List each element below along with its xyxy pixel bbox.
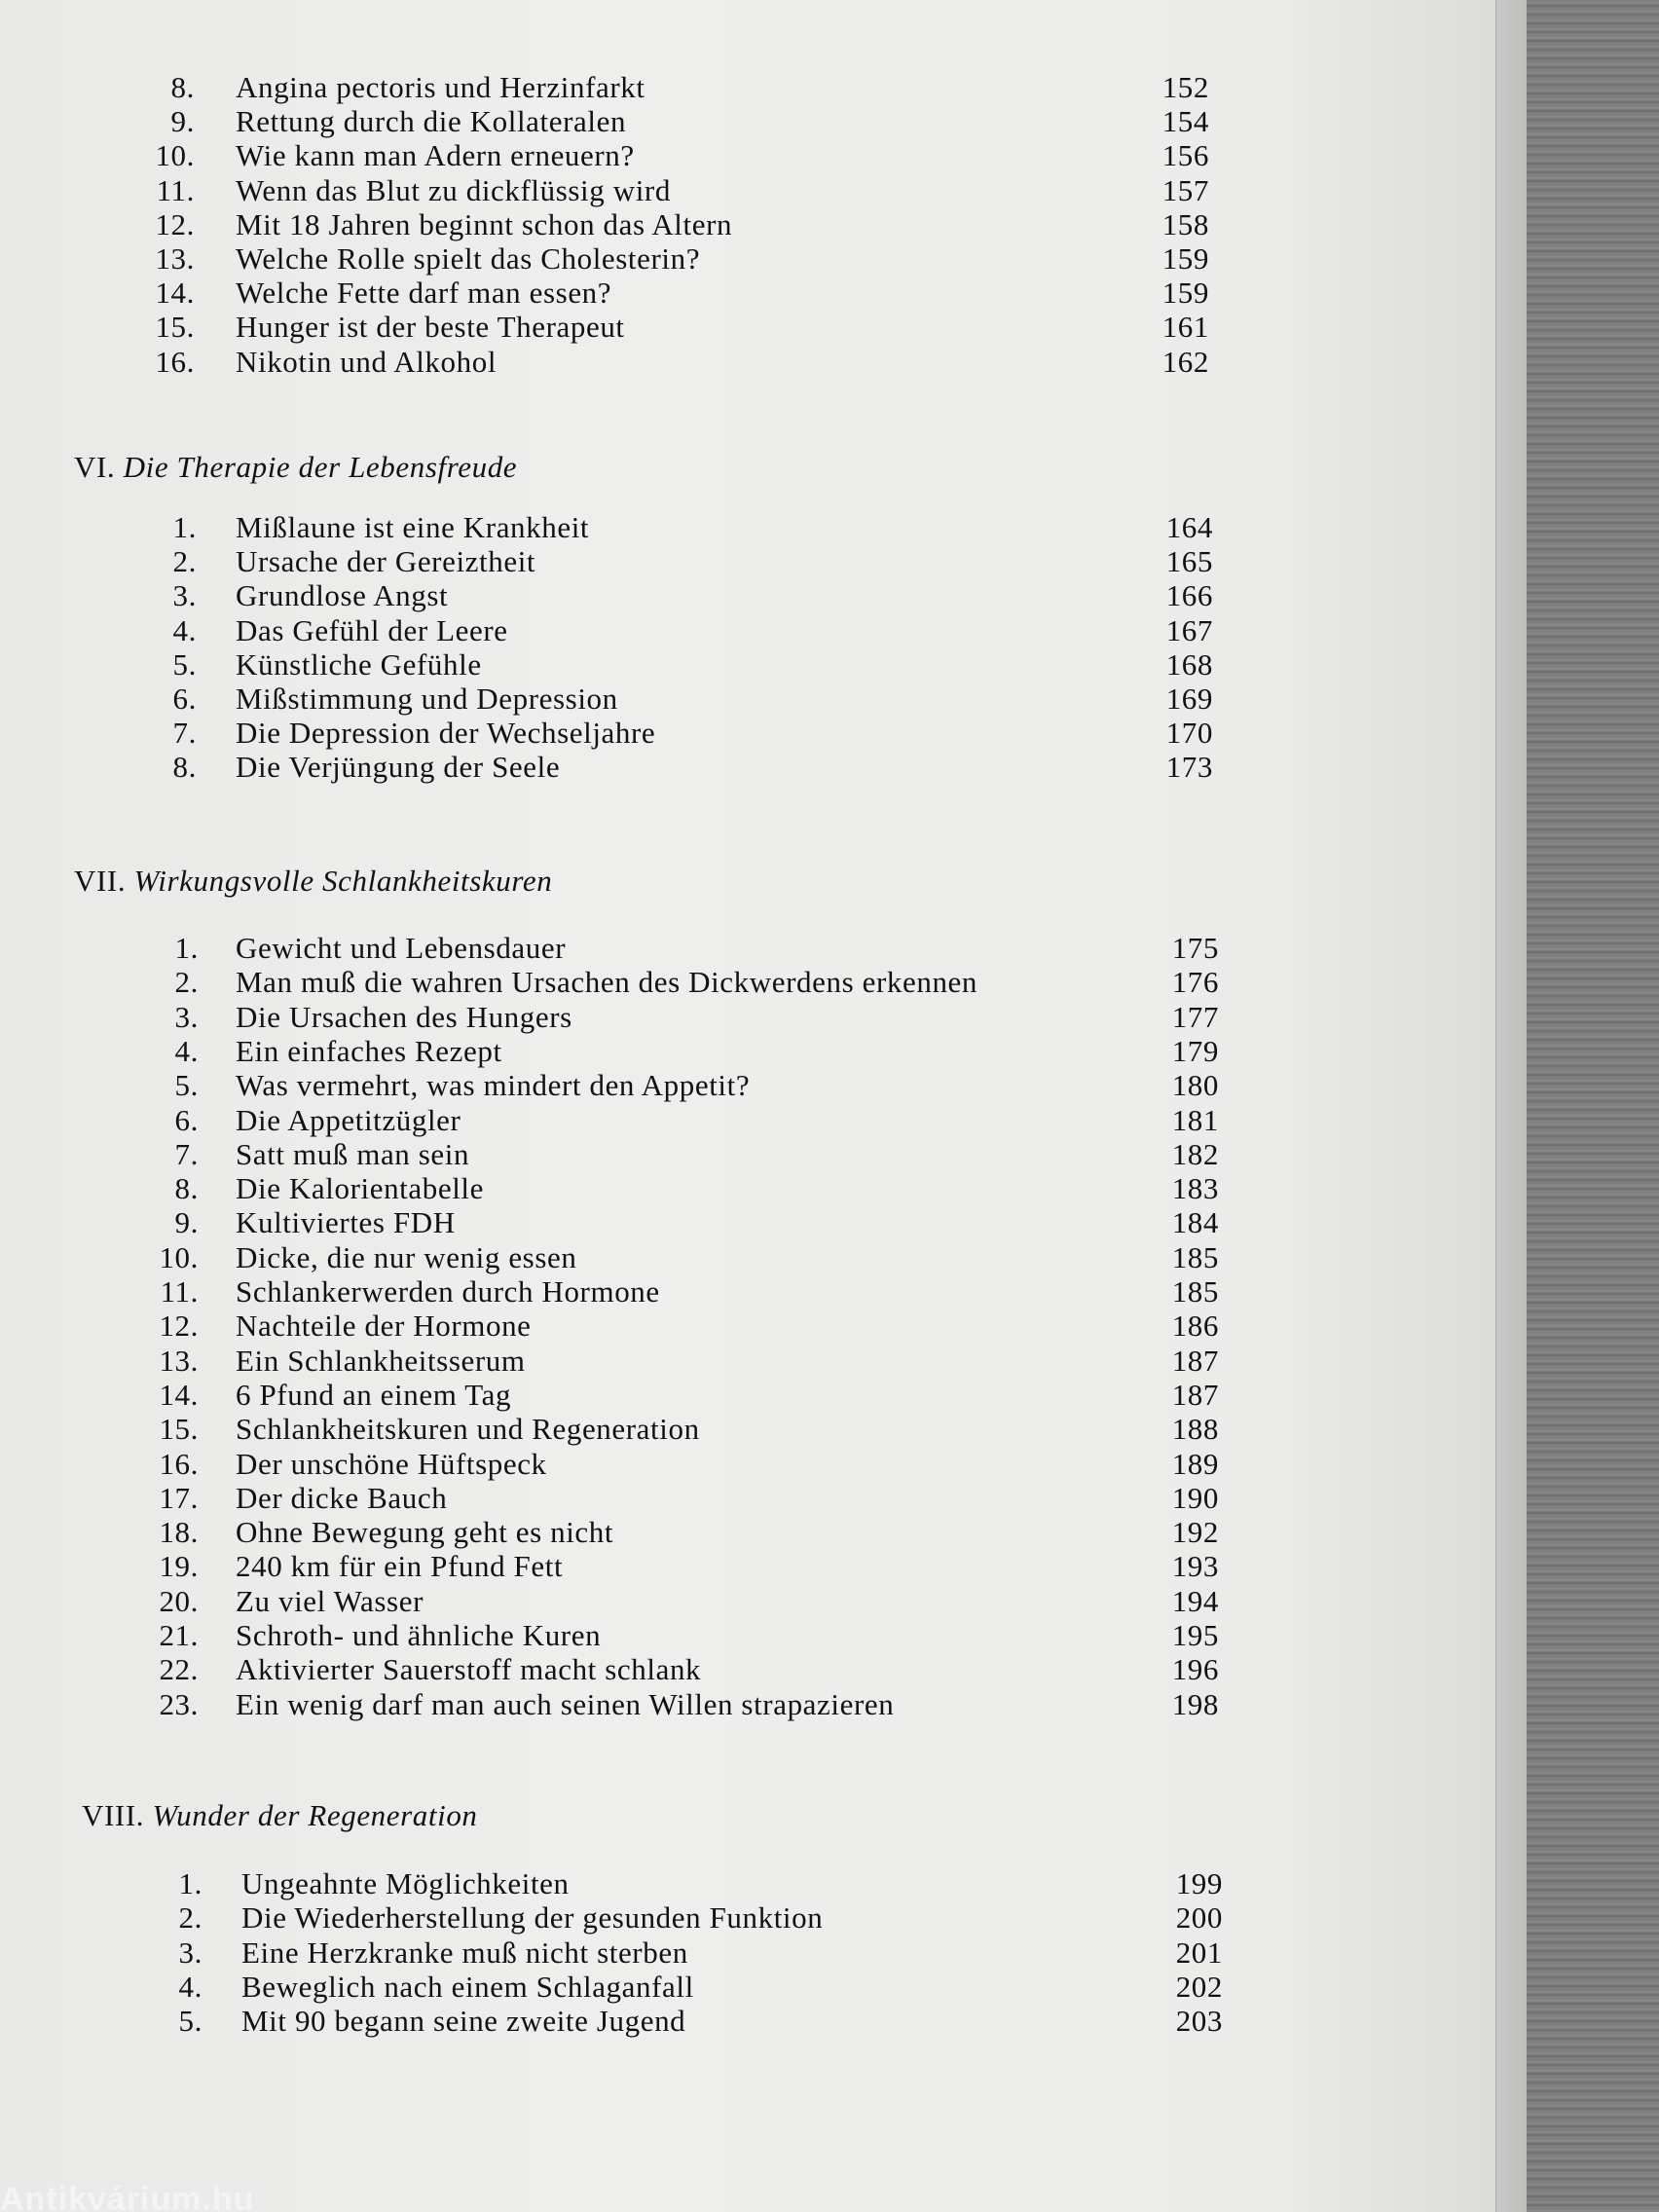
entry-page-number: 198	[1171, 1686, 1219, 1721]
entry-title: Mißstimmung und Depression	[236, 682, 618, 716]
entry-page-number: 202	[1175, 1969, 1223, 2004]
toc-entry[interactable]	[0, 1274, 1266, 1309]
entry-title: Ein wenig darf man auch seinen Willen strapazieren	[236, 1686, 895, 1721]
entry-title: Die Ursachen des Hungers	[236, 999, 572, 1034]
toc-entry[interactable]	[0, 1866, 1266, 1901]
section-heading	[74, 448, 517, 487]
entry-page-number: 195	[1171, 1618, 1219, 1652]
toc-entry[interactable]	[0, 138, 1266, 173]
toc-entry[interactable]	[0, 70, 1266, 105]
entry-page-number: 182	[1171, 1136, 1219, 1171]
entry-page-number: 167	[1165, 612, 1213, 647]
entry-page-number: 193	[1171, 1549, 1219, 1584]
entry-title: Ein einfaches Rezept	[236, 1033, 502, 1068]
entry-title: Kultiviertes FDH	[236, 1205, 456, 1240]
entry-title: Schlankerwerden durch Hormone	[236, 1274, 660, 1309]
entry-page-number: 180	[1171, 1068, 1219, 1103]
toc-entry[interactable]	[0, 931, 1266, 966]
book-cover-edge	[1495, 0, 1528, 2212]
entry-number: 2.	[174, 965, 199, 1000]
entry-number: 7.	[172, 716, 197, 751]
entry-title: Gewicht und Lebensdauer	[236, 931, 567, 965]
toc-entry[interactable]	[0, 750, 1266, 785]
toc-entry[interactable]	[0, 310, 1266, 345]
entry-title: Aktivierter Sauerstoff macht schlank	[236, 1652, 702, 1687]
entry-number: 23.	[159, 1686, 199, 1721]
entry-number: 17.	[159, 1480, 199, 1515]
toc-entry[interactable]	[0, 1000, 1266, 1035]
entry-page-number: 189	[1171, 1446, 1219, 1481]
entry-page-number: 194	[1171, 1583, 1219, 1618]
entry-title: Die Kalorientabelle	[236, 1171, 484, 1206]
entry-title: Man muß die wahren Ursachen des Dickwerdens erkennen	[236, 965, 978, 1000]
entry-title: Mit 18 Jahren beginnt schon das Altern	[236, 206, 733, 241]
background-surface	[1527, 0, 1659, 2212]
entry-page-number: 162	[1161, 344, 1209, 379]
toc-entry[interactable]	[0, 1936, 1266, 1971]
toc-entry[interactable]	[0, 716, 1266, 751]
entry-number: 10.	[159, 1239, 199, 1274]
entry-number: 3.	[172, 578, 197, 613]
entry-page-number: 186	[1171, 1309, 1219, 1344]
entry-page-number: 165	[1165, 544, 1213, 579]
entry-title: Wie kann man Adern erneuern?	[236, 138, 635, 173]
toc-entry[interactable]	[0, 1103, 1266, 1138]
entry-number: 6.	[174, 1102, 199, 1137]
entry-page-number: 164	[1165, 510, 1213, 544]
toc-entry[interactable]	[0, 1034, 1266, 1069]
toc-entry[interactable]	[0, 647, 1266, 682]
toc-entry[interactable]	[0, 1549, 1266, 1584]
entry-number: 8.	[174, 1171, 199, 1206]
entry-number: 1.	[178, 1866, 203, 1900]
entry-title: Die Depression der Wechseljahre	[236, 716, 656, 751]
toc-entry[interactable]	[0, 1618, 1266, 1653]
entry-page-number: 175	[1171, 931, 1219, 965]
toc-entry[interactable]	[0, 965, 1266, 1000]
entry-page-number: 190	[1171, 1480, 1219, 1515]
entry-title: Welche Fette darf man essen?	[236, 276, 612, 311]
entry-page-number: 188	[1171, 1412, 1219, 1447]
entry-title: Satt muß man sein	[236, 1136, 470, 1171]
toc-entry[interactable]	[0, 1447, 1266, 1482]
toc-entry[interactable]	[0, 1515, 1266, 1550]
entry-number: 1.	[172, 510, 197, 544]
entry-page-number: 168	[1165, 646, 1213, 682]
toc-entry[interactable]	[0, 1137, 1266, 1172]
entry-number: 11.	[160, 1274, 199, 1309]
entry-page-number: 192	[1171, 1515, 1219, 1550]
entry-number: 9.	[170, 104, 195, 139]
entry-number: 5.	[172, 646, 197, 682]
entry-number: 2.	[172, 544, 197, 579]
entry-number: 4.	[178, 1969, 203, 2004]
entry-page-number: 179	[1171, 1033, 1219, 1068]
entry-number: 13.	[159, 1343, 199, 1378]
toc-entry[interactable]	[0, 276, 1266, 311]
entry-page-number: 161	[1161, 310, 1209, 345]
entry-page-number: 152	[1161, 70, 1209, 104]
entry-page-number: 181	[1171, 1102, 1219, 1137]
entry-title: Was vermehrt, was mindert den Appetit?	[236, 1068, 751, 1103]
section-heading	[74, 862, 552, 901]
entry-title: Welche Rolle spielt das Cholesterin?	[236, 241, 701, 276]
entry-number: 13.	[155, 241, 195, 276]
toc-entry[interactable]	[0, 1205, 1266, 1240]
entry-page-number: 196	[1171, 1652, 1219, 1687]
entry-title: Ungeahnte Möglichkeiten	[241, 1866, 570, 1900]
entry-page-number: 158	[1161, 206, 1209, 241]
entry-title: Ein Schlankheitsserum	[236, 1343, 526, 1378]
section-numeral: VII.	[74, 864, 127, 898]
entry-page-number: 201	[1175, 1935, 1223, 1970]
toc-entry[interactable]	[0, 2004, 1266, 2039]
entry-page-number: 169	[1165, 682, 1213, 716]
entry-title: Ursache der Gereiztheit	[236, 544, 536, 579]
entry-number: 14.	[155, 276, 195, 311]
entry-number: 8.	[172, 750, 197, 785]
entry-title: Nachteile der Hormone	[236, 1309, 532, 1344]
entry-number: 10.	[155, 138, 195, 173]
entry-number: 4.	[172, 612, 197, 647]
entry-number: 12.	[159, 1309, 199, 1344]
entry-title: Dicke, die nur wenig essen	[236, 1239, 577, 1274]
toc-entry[interactable]	[0, 1344, 1266, 1379]
entry-page-number: 154	[1161, 104, 1209, 139]
entry-page-number: 187	[1171, 1377, 1219, 1412]
entry-title: Nikotin und Alkohol	[236, 344, 498, 379]
entry-page-number: 200	[1175, 1900, 1223, 1936]
toc-entry[interactable]	[0, 345, 1266, 380]
entry-number: 12.	[155, 206, 195, 241]
toc-entry[interactable]	[0, 613, 1266, 648]
toc-entry[interactable]	[0, 1481, 1266, 1516]
toc-entry[interactable]	[0, 104, 1266, 139]
entry-title: Eine Herzkranke muß nicht sterben	[241, 1935, 688, 1970]
entry-number: 16.	[155, 344, 195, 379]
entry-title: Hunger ist der beste Therapeut	[236, 310, 625, 345]
toc-entry[interactable]	[0, 1687, 1266, 1722]
entry-title: 240 km für ein Pfund Fett	[236, 1549, 564, 1584]
toc-entry[interactable]	[0, 682, 1266, 717]
entry-title: Die Wiederherstellung der gesunden Funktion	[241, 1900, 824, 1936]
entry-number: 19.	[159, 1549, 199, 1584]
entry-number: 6.	[172, 682, 197, 716]
entry-number: 4.	[174, 1033, 199, 1068]
toc-entry[interactable]	[0, 1240, 1266, 1275]
entry-page-number: 157	[1161, 172, 1209, 207]
entry-title: Rettung durch die Kollateralen	[236, 104, 627, 139]
entry-number: 16.	[159, 1446, 199, 1481]
entry-page-number: 177	[1171, 999, 1219, 1034]
entry-page-number: 159	[1161, 276, 1209, 311]
entry-title: Künstliche Gefühle	[236, 646, 482, 682]
watermark: Antikvárium.hu	[0, 2181, 255, 2212]
entry-title: Ohne Bewegung geht es nicht	[236, 1515, 614, 1550]
entry-number: 20.	[159, 1583, 199, 1618]
entry-number: 5.	[178, 2004, 203, 2039]
entry-number: 1.	[174, 931, 199, 965]
entry-number: 5.	[174, 1068, 199, 1103]
toc-entry[interactable]	[0, 1584, 1266, 1619]
entry-title: 6 Pfund an einem Tag	[236, 1377, 512, 1412]
entry-page-number: 187	[1171, 1343, 1219, 1378]
toc-entry[interactable]	[0, 1652, 1266, 1687]
section-title: Wunder der Regeneration	[152, 1798, 478, 1832]
entry-title: Das Gefühl der Leere	[236, 612, 508, 647]
toc-entry[interactable]	[0, 1171, 1266, 1206]
entry-title: Mißlaune ist eine Krankheit	[236, 510, 590, 544]
entry-title: Wenn das Blut zu dickflüssig wird	[236, 172, 671, 207]
toc-entry[interactable]	[0, 173, 1266, 208]
entry-title: Schroth- und ähnliche Kuren	[236, 1618, 602, 1652]
entry-title: Angina pectoris und Herzinfarkt	[236, 70, 645, 104]
toc-entry[interactable]	[0, 1378, 1266, 1413]
entry-number: 15.	[155, 310, 195, 345]
toc-entry[interactable]	[0, 207, 1266, 242]
entry-page-number: 203	[1175, 2004, 1223, 2039]
entry-title: Der dicke Bauch	[236, 1480, 448, 1515]
entry-title: Schlankheitskuren und Regeneration	[236, 1412, 700, 1447]
entry-page-number: 184	[1171, 1205, 1219, 1240]
toc-entry[interactable]	[0, 1309, 1266, 1344]
entry-page-number: 185	[1171, 1239, 1219, 1274]
entry-number: 15.	[159, 1412, 199, 1447]
section-numeral: VI.	[74, 450, 116, 484]
entry-number: 9.	[174, 1205, 199, 1240]
entry-number: 22.	[159, 1652, 199, 1687]
entry-page-number: 170	[1165, 716, 1213, 751]
entry-title: Mit 90 begann seine zweite Jugend	[241, 2004, 686, 2039]
entry-title: Grundlose Angst	[236, 578, 449, 613]
entry-number: 21.	[159, 1618, 199, 1652]
entry-page-number: 173	[1165, 750, 1213, 785]
section-title: Die Therapie der Lebensfreude	[123, 450, 518, 484]
entry-number: 3.	[178, 1935, 203, 1970]
entry-page-number: 166	[1165, 578, 1213, 613]
entry-number: 7.	[174, 1136, 199, 1171]
entry-page-number: 183	[1171, 1171, 1219, 1206]
entry-number: 14.	[159, 1377, 199, 1412]
entry-page-number: 159	[1161, 241, 1209, 276]
entry-number: 8.	[170, 70, 195, 104]
toc-entry[interactable]	[0, 1900, 1266, 1936]
toc-entry[interactable]	[0, 544, 1266, 579]
entry-page-number: 176	[1171, 965, 1219, 1000]
toc-entry[interactable]	[0, 510, 1266, 545]
entry-title: Zu viel Wasser	[236, 1583, 424, 1618]
toc-entry[interactable]	[0, 1970, 1266, 2005]
toc-entry[interactable]	[0, 578, 1266, 613]
toc-entry[interactable]	[0, 241, 1266, 276]
entry-number: 18.	[159, 1515, 199, 1550]
toc-entry[interactable]	[0, 1068, 1266, 1103]
entry-page-number: 185	[1171, 1274, 1219, 1309]
entry-number: 11.	[156, 172, 195, 207]
entry-title: Beweglich nach einem Schlaganfall	[241, 1969, 694, 2004]
section-numeral: VIII.	[82, 1798, 145, 1832]
entry-number: 2.	[178, 1900, 203, 1936]
entry-title: Die Verjüngung der Seele	[236, 750, 561, 785]
entry-page-number: 199	[1175, 1866, 1223, 1900]
toc-entry[interactable]	[0, 1412, 1266, 1447]
entry-title: Die Appetitzügler	[236, 1102, 461, 1137]
section-heading	[82, 1796, 478, 1835]
section-title: Wirkungsvolle Schlankheitskuren	[133, 864, 553, 898]
entry-title: Der unschöne Hüftspeck	[236, 1446, 547, 1481]
entry-number: 3.	[174, 999, 199, 1034]
entry-page-number: 156	[1161, 138, 1209, 173]
